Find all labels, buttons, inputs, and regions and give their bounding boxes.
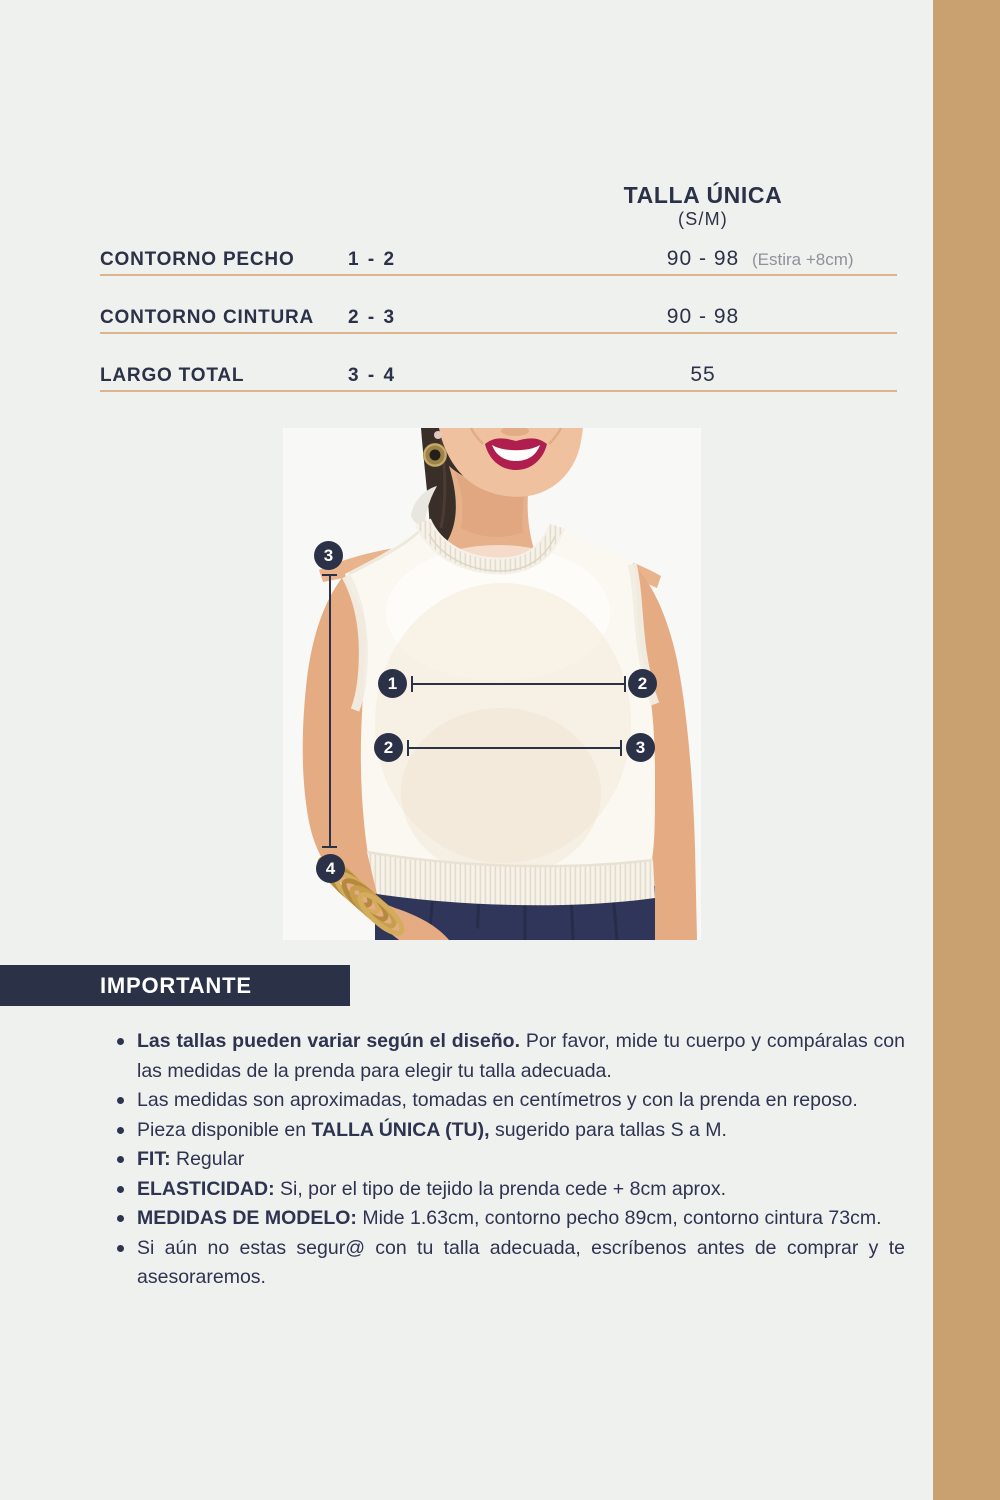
- item-text: Si, por el tipo de tejido la prenda cede + 8cm aprox.: [274, 1177, 727, 1200]
- row-label: CONTORNO CINTURA: [100, 307, 315, 328]
- row-range: 3 - 4: [348, 365, 397, 386]
- row-range: 1 - 2: [348, 249, 397, 270]
- item-text-bold: Las tallas pueden variar según el diseño.: [137, 1030, 520, 1052]
- item-text: Por favor, mide tu cuerpo y compáralas con las medidas de la prenda para elegir tu talla adecuada.: [137, 1030, 905, 1082]
- waist-line-right-cap: [620, 740, 622, 756]
- info-item-contact: [108, 1234, 905, 1293]
- measurement-line-waist: [408, 747, 621, 749]
- table-row-waist: [100, 304, 897, 362]
- length-line-top-cap: [322, 574, 337, 576]
- chest-line-right-cap: [624, 676, 626, 692]
- item-text: sugerido para tallas S a M.: [489, 1118, 727, 1141]
- knit-top: [345, 524, 655, 878]
- item-text: Pieza disponible en: [137, 1118, 312, 1141]
- item-text: Si aún no estas segur@ con tu talla adecuada, escríbenos antes de comprar y te asesoraremos.: [137, 1236, 905, 1288]
- importante-title: IMPORTANTE: [100, 972, 252, 998]
- length-line-bottom-cap: [322, 846, 337, 848]
- row-label: CONTORNO PECHO: [100, 249, 295, 270]
- size-column-title: TALLA ÚNICA: [623, 182, 783, 208]
- marker-chest-right: 2: [628, 669, 657, 698]
- info-list: [108, 1027, 905, 1293]
- row-underline: [100, 332, 897, 334]
- row-value: 90 - 98: [666, 305, 740, 328]
- marker-length-top: 3: [314, 541, 343, 570]
- item-text-bold: FIT:: [137, 1148, 171, 1170]
- item-text: Mide 1.63cm, contorno pecho 89cm, contorno cintura 73cm.: [356, 1207, 882, 1229]
- marker-waist-left: 2: [374, 733, 403, 762]
- marker-length-bottom: 4: [316, 854, 345, 883]
- item-text-bold: TALLA ÚNICA (TU),: [311, 1118, 490, 1141]
- table-row-length: [100, 362, 897, 420]
- info-item-fit: [108, 1145, 905, 1175]
- row-note: (Estira +8cm): [752, 250, 854, 269]
- row-range: 2 - 3: [348, 307, 397, 328]
- marker-chest-left: 1: [378, 669, 407, 698]
- measurement-line-length: [329, 575, 331, 848]
- marker-waist-right: 3: [626, 733, 655, 762]
- info-item-elasticity: [108, 1175, 905, 1205]
- item-text-bold: MEDIDAS DE MODELO:: [137, 1207, 357, 1229]
- model-photo: [283, 428, 701, 940]
- row-value: 55: [690, 363, 716, 386]
- info-item-availability: [108, 1116, 905, 1146]
- row-label: LARGO TOTAL: [100, 365, 245, 386]
- info-item-sizes-vary: [108, 1027, 905, 1086]
- waist-line-left-cap: [407, 740, 409, 756]
- measurement-line-chest: [412, 683, 625, 685]
- table-row-chest: [100, 246, 897, 304]
- importante-banner: [0, 965, 350, 1006]
- row-underline: [100, 274, 897, 276]
- accent-stripe: [933, 0, 1000, 1500]
- item-text: Regular: [170, 1148, 245, 1170]
- size-column-subtitle: (S/M): [678, 209, 728, 229]
- item-text: Las medidas son aproximadas, tomadas en centímetros y con la prenda en reposo.: [137, 1089, 858, 1111]
- info-item-model-measures: [108, 1204, 905, 1234]
- item-text-bold: ELASTICIDAD:: [137, 1177, 275, 1200]
- row-underline: [100, 390, 897, 392]
- chest-line-left-cap: [411, 676, 413, 692]
- row-value: 90 - 98: [666, 247, 740, 270]
- info-item-approx-measures: [108, 1086, 905, 1116]
